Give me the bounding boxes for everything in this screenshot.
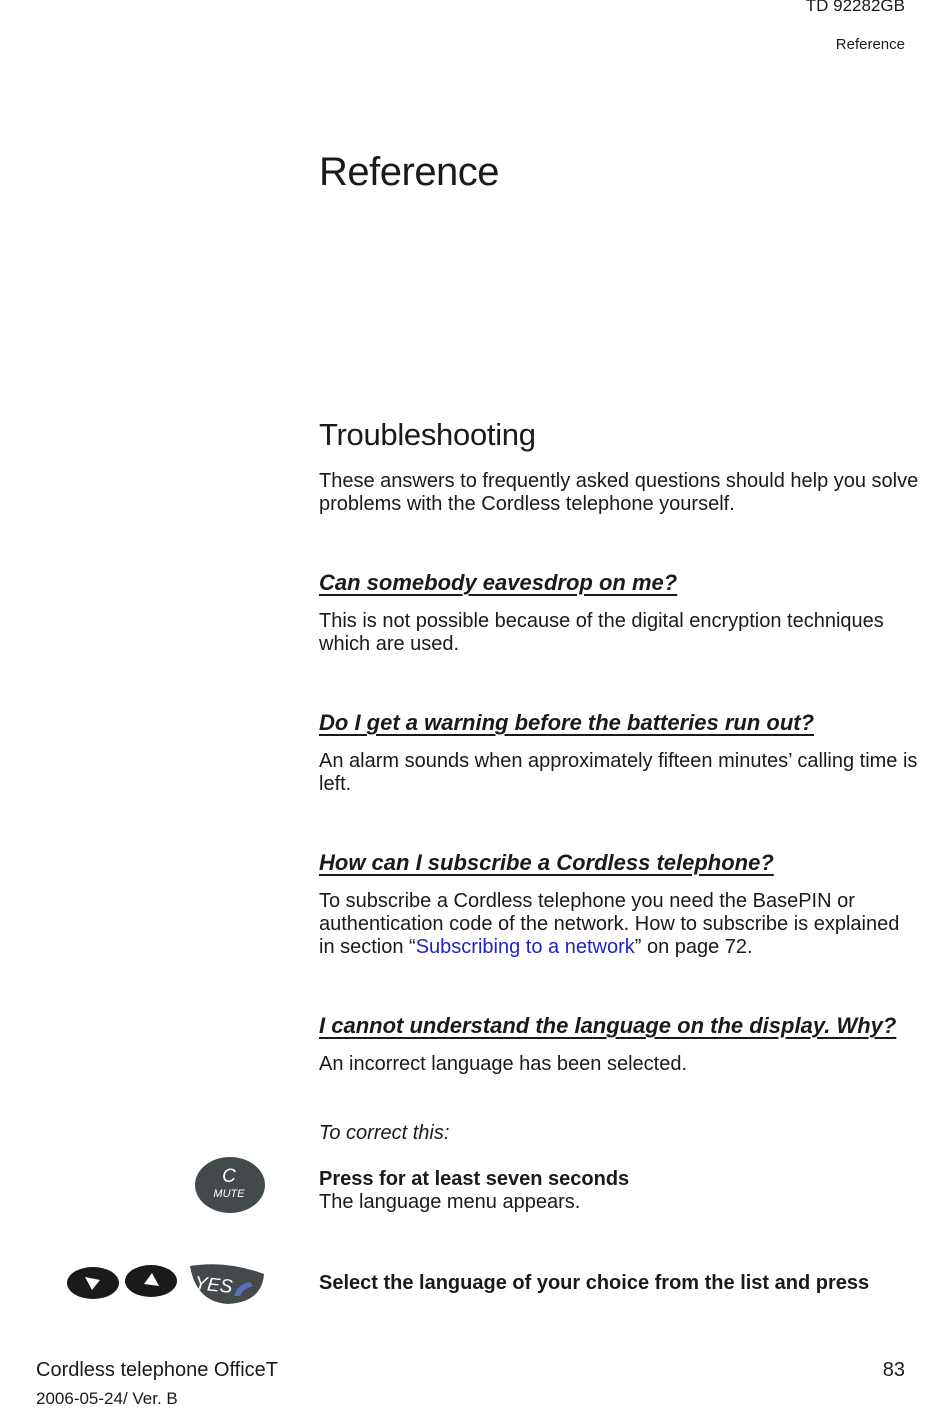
faq-answer: An alarm sounds when approximately fifteen minutes’ calling time is left. (319, 750, 918, 795)
key-label: YES (193, 1273, 234, 1298)
footer-date-version: 2006-05-24/ Ver. B (36, 1389, 178, 1408)
arrow-down-key-icon (66, 1265, 120, 1301)
step-instruction (319, 1272, 919, 1295)
header-section-name: Reference (835, 36, 905, 53)
key-sublabel: MUTE (213, 1188, 245, 1200)
c-mute-key-icon (194, 1156, 266, 1214)
intro-paragraph: These answers to frequently asked questions should help you solve problems with the Cordless telephone yourself. (319, 470, 919, 515)
subscribing-link[interactable]: Subscribing to a network (415, 936, 635, 958)
faq-answer-text: To subscribe a Cordless telephone you need the BasePIN or authentication code of the network. How to subscribe is explained in section “ (319, 890, 900, 958)
faq-question: How can I subscribe a Cordless telephone? (319, 850, 774, 875)
page-title: Reference (319, 150, 500, 194)
step-result: The language menu appears. (319, 1191, 581, 1213)
step-action: Press for at least seven seconds (319, 1168, 630, 1190)
faq-answer: An incorrect language has been selected. (319, 1053, 688, 1075)
faq-question: Do I get a warning before the batteries run out? (319, 710, 815, 735)
faq-question: I cannot understand the language on the display. Why? (319, 1013, 897, 1038)
document-id: TD 92282GB (805, 0, 905, 15)
step-instruction (319, 1168, 919, 1214)
faq-answer: This is not possible because of the digital encryption techniques which are used. (319, 610, 884, 655)
section-heading: Troubleshooting (319, 417, 536, 452)
yes-key-icon (184, 1262, 268, 1308)
footer-product-name: Cordless telephone OfficeT (36, 1359, 278, 1381)
page-number: 83 (882, 1359, 905, 1381)
faq-question: Can somebody eavesdrop on me? (319, 570, 678, 595)
correction-intro: To correct this: (319, 1122, 450, 1144)
key-label: C (222, 1166, 236, 1187)
arrow-up-key-icon (124, 1263, 178, 1299)
faq-answer (319, 890, 919, 959)
faq-answer-text: ” on page 72. (634, 936, 753, 958)
step-action: Select the language of your choice from the list and press (319, 1272, 870, 1294)
